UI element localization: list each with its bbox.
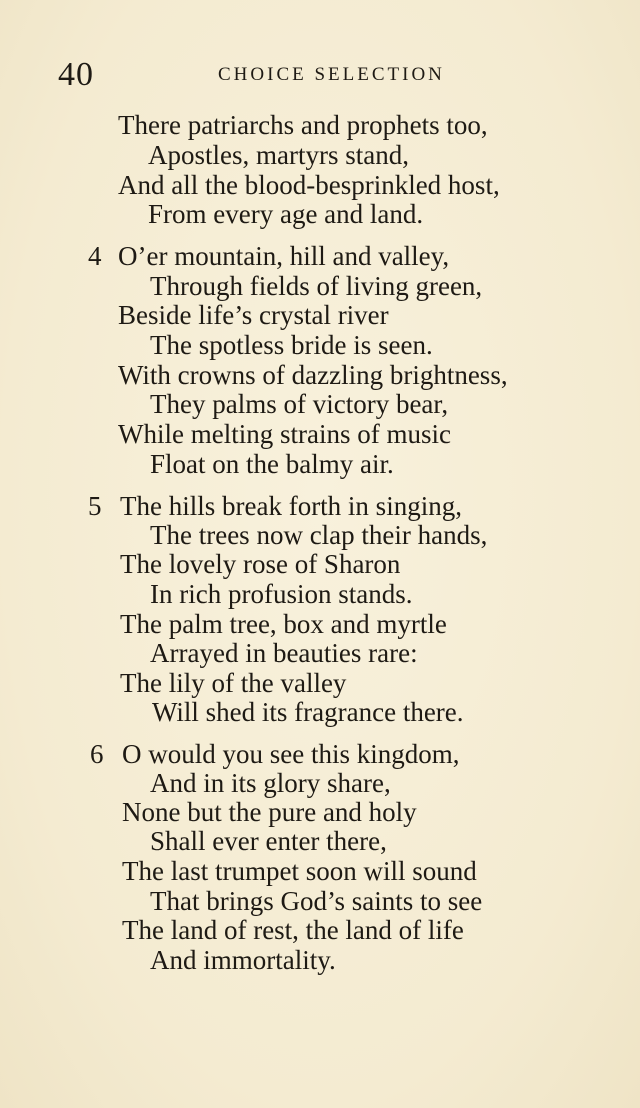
verse-line: Apostles, martyrs stand, — [148, 140, 409, 170]
verse-line: There patriarchs and prophets too, — [118, 110, 488, 140]
verse-line: Will shed its fragrance there. — [152, 697, 464, 727]
verse-line: None but the pure and holy — [122, 797, 417, 827]
verse-line: And in its glory share, — [150, 768, 391, 798]
running-title: CHOICE SELECTION — [218, 64, 445, 85]
verse-line: Arrayed in beauties rare: — [150, 638, 418, 668]
stanza-number: 6 — [90, 739, 104, 769]
verse-line: Through fields of living green, — [150, 271, 483, 301]
verse-line: The lovely rose of Sharon — [120, 549, 401, 579]
stanza-number: 5 — [88, 491, 102, 521]
verse-line: From every age and land. — [148, 199, 424, 229]
verse-line: With crowns of dazzling brightness, — [118, 360, 508, 390]
verse-line: The last trumpet soon will sound — [122, 856, 477, 886]
stanza-number: 4 — [88, 241, 102, 271]
verse-line: The palm tree, box and myrtle — [120, 609, 447, 639]
page-number: 40 — [58, 56, 94, 93]
verse-line: And all the blood-besprinkled host, — [118, 170, 500, 200]
verse-line: The trees now clap their hands, — [150, 520, 488, 550]
verse-line: The land of rest, the land of life — [122, 915, 464, 945]
verse-line: O would you see this kingdom, — [122, 739, 460, 769]
verse-line: Beside life’s crystal river — [118, 300, 389, 330]
verse-line: That brings God’s saints to see — [150, 886, 483, 916]
verse-line: Shall ever enter there, — [150, 826, 387, 856]
verse-line: And immortality. — [150, 945, 336, 975]
verse-line: Float on the balmy air. — [150, 449, 394, 479]
verse-line: They palms of victory bear, — [150, 389, 449, 419]
verse-line: While melting strains of music — [118, 419, 451, 449]
verse-line: In rich profusion stands. — [150, 579, 413, 609]
verse-line: O’er mountain, hill and valley, — [118, 241, 450, 271]
verse-line: The lily of the valley — [120, 668, 347, 698]
verse-line: The hills break forth in singing, — [120, 491, 462, 521]
verse-line: The spotless bride is seen. — [150, 330, 433, 360]
